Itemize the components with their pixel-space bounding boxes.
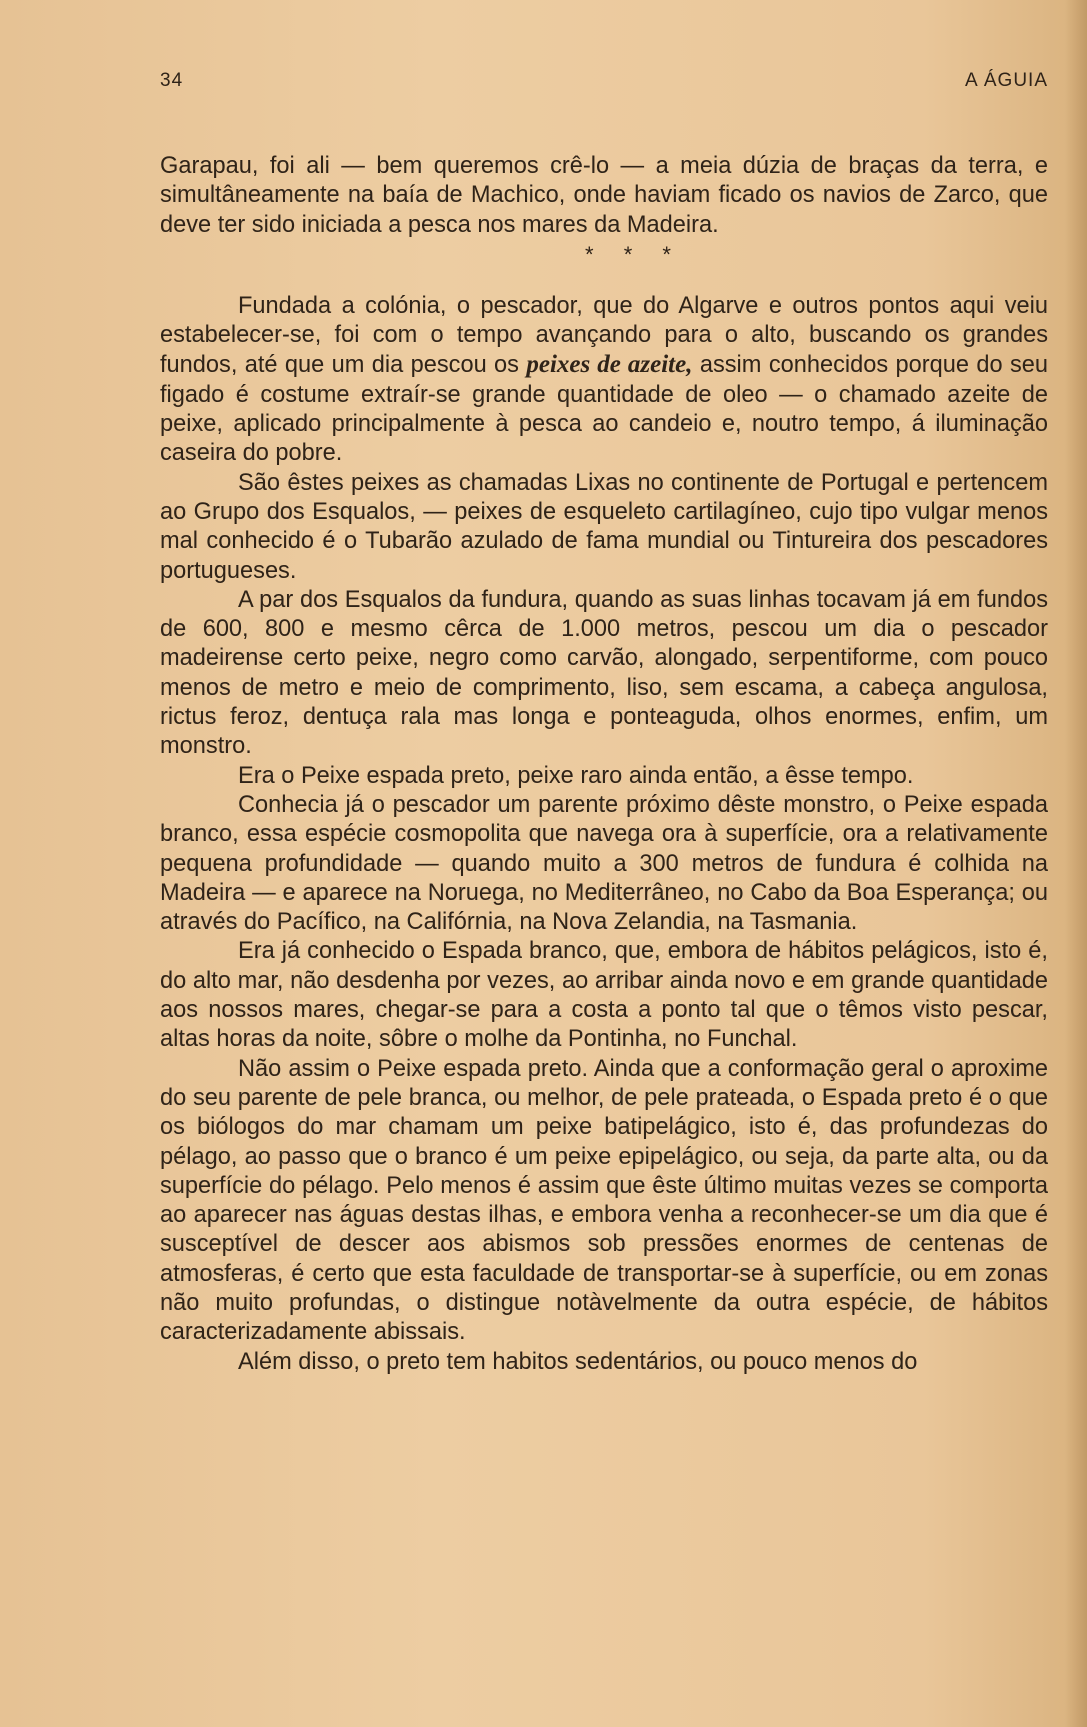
paragraph [160, 292, 1048, 469]
italic-term: peixes de azeite, [526, 351, 693, 379]
page-number: 34 [160, 70, 184, 91]
section-separator: * * * [585, 241, 683, 267]
paragraph: São êstes peixes as chamadas Lixas no continente de Portugal e pertencem ao Grupo dos Esqualos, — peixes de esqueleto cartilagíneo, cujo tipo vulgar menos mal conhecido é o Tubarão azulado de fama mundial ou Tintureira dos pescadores portugueses. [160, 469, 1048, 584]
body-text [160, 152, 1048, 1377]
paragraph: Além disso, o preto tem habitos sedentários, ou pouco menos do [238, 1348, 918, 1375]
paragraph: Era o Peixe espada preto, peixe raro ainda então, a êsse tempo. [238, 762, 914, 789]
paragraph: Conhecia já o pescador um parente próximo dêste monstro, o Peixe espada branco, essa espécie cosmopolita que navega ora à superfície, ora a relativamente pequena profundidade — quando muito a 300 metros de fundura é colhida na Madeira — e aparece na Noruega, no Mediterrâneo, no Cabo da Boa Esperança; ou através do Pacífico, na Califórnia, na Nova Zelandia, na Tasmania. [160, 791, 1048, 936]
paragraph-text: assim conhecidos porque do seu figado é costume extraír-se grande quantidade de oleo — o chamado azeite de peixe, aplicado principalmente à pesca ao candeio e, noutro tempo, á iluminação caseira do pobre. [160, 352, 1049, 467]
running-head: A ÁGUIA [964, 70, 1048, 91]
paragraph: A par dos Esqualos da fundura, quando as suas linhas tocavam já em fundos de 600, 800 e mesmo cêrca de 1.000 metros, pescou um dia o pescador madeirense certo peixe, negro como carvão, alongado, serpentiforme, com pouco menos de metro e meio de comprimento, liso, sem escama, a cabeça angulosa, rictus feroz, dentuça rala mas longa e ponteaguda, olhos enormes, enfim, um monstro. [160, 586, 1048, 760]
paragraph: Não assim o Peixe espada preto. Ainda que a conformação geral o aproxime do seu parente de pele branca, ou melhor, de pele prateada, o Espada preto é o que os biólogos do mar chamam um peixe batipelágico, isto é, das profundezas do pélago, ao passo que o branco é um peixe epipelágico, ou seja, da parte alta, ou da superfície do pélago. Pelo menos é assim que êste último muitas vezes se comporta ao aparecer nas águas destas ilhas, e embora venha a reconhecer-se um dia que é susceptível de descer aos abismos sob pressões enormes de centenas de atmosferas, é certo que esta faculdade de transportar-se à superfície, ou em zonas não muito profundas, o distingue notàvelmente da outra espécie, de hábitos caracterizadamente abissais. [160, 1055, 1048, 1346]
paragraph: Garapau, foi ali — bem queremos crê-lo — a meia dúzia de braças da terra, e simultâneamente na baía de Machico, onde haviam ficado os navios de Zarco, que deve ter sido iniciada a pesca nos mares da Madeira. [160, 153, 1048, 238]
paragraph-text: Fundada a colónia, o pescador, que do Algarve e outros pontos aqui veiu estabelecer-se, foi com o tempo avançando para o alto, buscando os grandes fundos, até que um dia pescou os [160, 292, 1048, 379]
page-binding-shadow [1065, 0, 1087, 1727]
page-header [160, 70, 1048, 100]
paragraph: Era já conhecido o Espada branco, que, embora de hábitos pelágicos, isto é, do alto mar, não desdenha por vezes, ao arribar ainda novo e em grande quantidade aos nossos mares, chegar-se para a costa a ponto tal que o têmos visto pescar, altas horas da noite, sôbre o molhe da Pontinha, no Funchal. [160, 938, 1048, 1053]
